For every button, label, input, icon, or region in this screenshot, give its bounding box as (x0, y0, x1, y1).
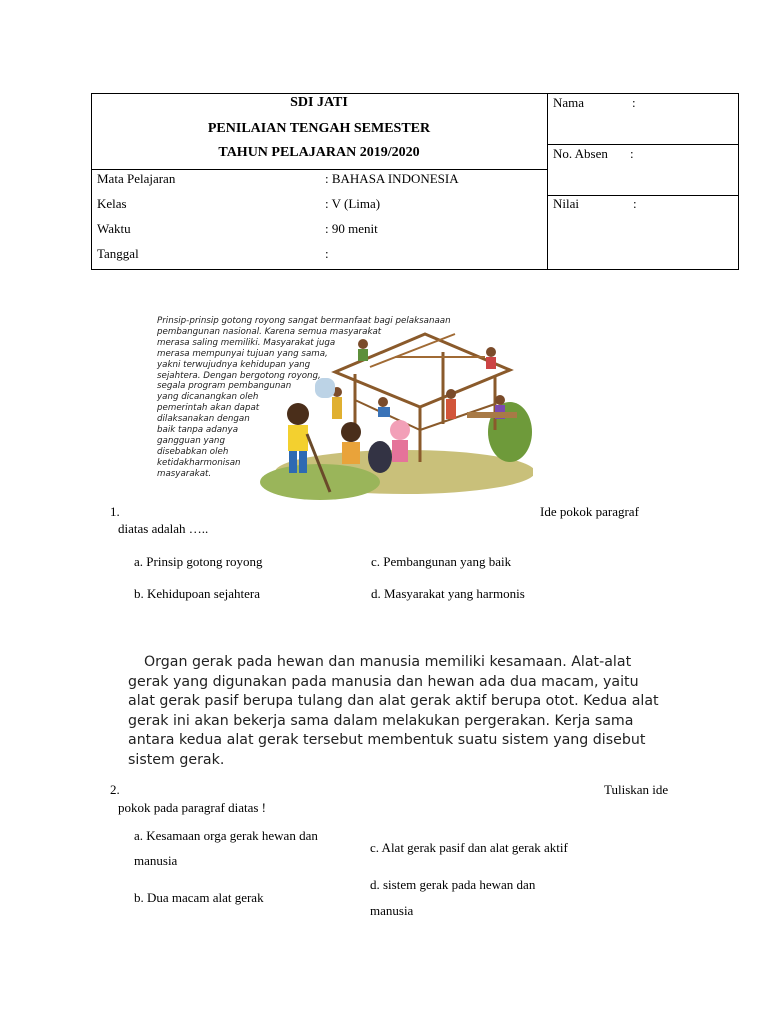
q2-option-b[interactable]: b. Dua macam alat gerak (134, 890, 264, 905)
row-value-time: : 90 menit (325, 221, 378, 236)
caption-line: masyarakat. (157, 468, 212, 479)
q1-prompt: Ide pokok paragraf (540, 504, 639, 519)
caption-line: sejahtera. Dengan bergotong royong, (157, 370, 321, 381)
row-value-date: : (325, 246, 329, 261)
passage-line: Organ gerak pada hewan dan manusia memiliki kesamaan. Alat-alat (144, 654, 632, 670)
caption-line: segala program pembangunan (157, 381, 292, 392)
illustration-caption (157, 316, 451, 480)
q1-prompt-cont: diatas adalah ….. (118, 521, 209, 536)
q2-prompt: Tuliskan ide (604, 782, 669, 797)
passage-line: alat gerak pasif berupa tulang dan alat gerak aktif berupa otot. Kedua alat (128, 693, 659, 709)
q2-number: 2. (110, 782, 120, 797)
q2-option-d-cont: manusia (370, 903, 414, 918)
caption-line: merasa mempunyai tujuan yang sama, (157, 348, 328, 359)
caption-line: gangguan yang (157, 435, 225, 446)
q2-passage (128, 653, 659, 770)
label-absen: No. Absen (553, 146, 608, 161)
row-value-class: : V (Lima) (325, 196, 381, 211)
label-score: Nilai (553, 196, 579, 211)
caption-line: pemerintah akan dapat (157, 403, 260, 414)
passage-line: gerak ini akan bekerja sama dalam melakukan pergerakan. Kerja sama (128, 712, 634, 729)
q2-option-a-cont: manusia (134, 853, 178, 868)
caption-line: disebabkan oleh (157, 446, 229, 457)
header-divider-vertical (547, 93, 548, 270)
passage-line: sistem gerak. (128, 751, 225, 768)
row-label-class: Kelas (97, 196, 127, 211)
passage-line: antara kedua alat gerak tersebut membentuk suatu sistem yang disebut (128, 732, 646, 748)
label-name: Nama (553, 95, 585, 110)
caption-line: ketidakharmonisan (157, 457, 241, 468)
caption-line: Prinsip-prinsip gotong royong sangat bermanfaat bagi pelaksanaan (157, 316, 451, 326)
caption-line: baik tanpa adanya (157, 425, 239, 436)
caption-line: yang dicanangkan oleh (157, 392, 259, 403)
caption-line: yakni terwujudnya kehidupan yang (157, 359, 311, 370)
q2-option-d[interactable]: d. sistem gerak pada hewan dan (370, 877, 536, 892)
header-divider-right-1 (547, 144, 739, 145)
colon-name: : (632, 95, 636, 110)
row-label-date: Tanggal (97, 246, 139, 261)
q1-option-d[interactable]: d. Masyarakat yang harmonis (371, 586, 525, 601)
q1-option-b[interactable]: b. Kehidupoan sejahtera (134, 586, 260, 601)
q1-option-c[interactable]: c. Pembangunan yang baik (371, 554, 512, 569)
q1-option-a[interactable]: a. Prinsip gotong royong (134, 554, 263, 569)
q2-prompt-cont: pokok pada paragraf diatas ! (118, 800, 266, 815)
caption-line: merasa saling memiliki. Masyarakat juga (157, 337, 336, 348)
colon-score: : (633, 196, 637, 211)
school-name: SDI JATI (290, 95, 348, 110)
q2-option-a[interactable]: a. Kesamaan orga gerak hewan dan (134, 828, 318, 843)
exam-title: PENILAIAN TENGAH SEMESTER (207, 121, 431, 136)
row-label-subject: Mata Pelajaran (97, 171, 176, 186)
caption-line: dilaksanakan dengan (157, 414, 250, 425)
row-label-time: Waktu (97, 221, 131, 236)
q1-number: 1. (110, 504, 120, 519)
caption-line: pembangunan nasional. Karena semua masyarakat (157, 326, 382, 337)
passage-line: gerak yang digunakan pada manusia dan hewan ada dua macam, yaitu (128, 673, 639, 690)
row-value-subject: : BAHASA INDONESIA (325, 171, 459, 186)
colon-absen: : (630, 146, 634, 161)
header-divider-left (91, 169, 548, 170)
school-year: TAHUN PELAJARAN 2019/2020 (218, 145, 420, 160)
q2-option-c[interactable]: c. Alat gerak pasif dan alat gerak aktif (370, 840, 568, 855)
